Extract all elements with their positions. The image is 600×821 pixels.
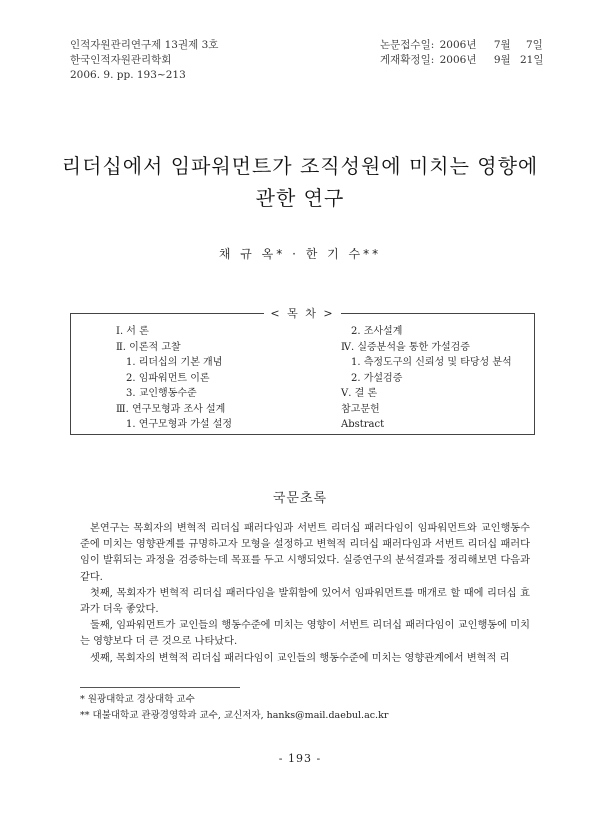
toc-entry: 2. 조사설계 <box>351 326 403 337</box>
abstract-paragraph: 첫째, 목회자가 변혁적 리더십 패러다임을 발휘함에 있어서 임파워먼트를 매개로 할 때에 리더십 효과가 더욱 좋았다. <box>80 587 530 616</box>
accepted-year: 2006년 <box>439 54 477 66</box>
received-month: 7월 <box>493 39 511 51</box>
journal-info <box>70 38 218 83</box>
received-date <box>380 38 544 53</box>
abstract-paragraph: 셋째, 목회자의 변혁적 리더십 패러다임이 교인들의 행동수준에 미치는 영향관계에서 변혁적 리 <box>90 652 510 664</box>
authors: 채 규 옥* · 한 기 수** <box>218 247 382 261</box>
abstract-paragraph: 둘째, 임파워먼트가 교인들의 행동수준에 미치는 영향이 서번트 리더십 패러다임이 교인행동에 미치는 영향보다 더 큰 것으로 나타났다. <box>80 620 530 648</box>
toc-entry: 참고문헌 <box>341 403 380 415</box>
accepted-day: 21일 <box>520 54 544 66</box>
toc-left-column <box>116 324 232 433</box>
paper-title <box>40 150 560 214</box>
journal-line: 인적자원관리연구제 13권제 3호 <box>70 39 219 51</box>
toc-entry: Abstract <box>341 419 385 430</box>
footnote-author-1: * 원광대학교 경상대학 교수 <box>80 694 195 705</box>
title-line-1: 리더십에서 임파워먼트가 조직성원에 미치는 영향에 <box>61 154 539 178</box>
footnote-author-2: ** 대불대학교 관광경영학과 교수, 교신저자, hanks@mail.daebul.ac.kr <box>80 710 389 721</box>
accepted-month: 9월 <box>493 54 511 66</box>
accepted-date <box>380 53 544 68</box>
toc-entry: 2. 임파워먼트 이론 <box>126 372 210 384</box>
toc-entry: Ⅴ. 결 론 <box>341 388 378 399</box>
received-year: 2006년 <box>439 39 477 51</box>
journal-line: 한국인적자원관리학회 <box>70 54 172 66</box>
abstract-heading: 국문초록 <box>272 491 328 506</box>
submission-dates <box>380 38 544 68</box>
toc-entry: 1. 리더십의 기본 개념 <box>126 357 223 368</box>
page-number: - 193 - <box>278 752 322 765</box>
toc-title-wrap <box>71 305 534 321</box>
toc-entry: 2. 가설검증 <box>351 372 403 384</box>
toc-entry: 1. 측정도구의 신뢰성 및 타당성 분석 <box>351 357 512 368</box>
accepted-label: 게재확정일: <box>380 54 435 66</box>
title-line-2: 관한 연구 <box>255 186 345 210</box>
received-label: 논문접수일: <box>380 39 435 51</box>
footnotes <box>80 692 388 724</box>
toc-entry: Ⅱ. 이론적 고찰 <box>116 341 181 353</box>
toc-entry: 1. 연구모형과 가설 설정 <box>126 419 233 430</box>
abstract-paragraph: 본연구는 목회자의 변혁적 리더십 패러다임과 서번트 리더십 패러다임이 임파워먼트와 교인행동수준에 미치는 영향관계를 규명하고자 모형을 설정하고 변혁적 리더십 패러다임과 서번트 리더십 패러다임이 발휘되는 과정을 검증하는데 목표를 두고 시행되었다. 실증연구의 분석결과를 정리해보면 다음과 같다. <box>80 523 530 583</box>
toc-entry: Ⅰ. 서 론 <box>116 326 149 337</box>
toc-entry: Ⅲ. 연구모형과 조사 설계 <box>116 403 226 415</box>
toc-entry: Ⅳ. 실증분석을 통한 가설검증 <box>341 341 470 353</box>
abstract-body <box>80 521 530 667</box>
table-of-contents <box>70 307 535 435</box>
toc-right-column <box>341 324 512 433</box>
journal-line: 2006. 9. pp. 193∼213 <box>70 69 186 81</box>
toc-title: < 목 차 > <box>264 307 340 320</box>
footnote-divider <box>80 687 240 688</box>
received-day: 7일 <box>526 39 543 51</box>
toc-entry: 3. 교인행동수준 <box>126 388 197 399</box>
